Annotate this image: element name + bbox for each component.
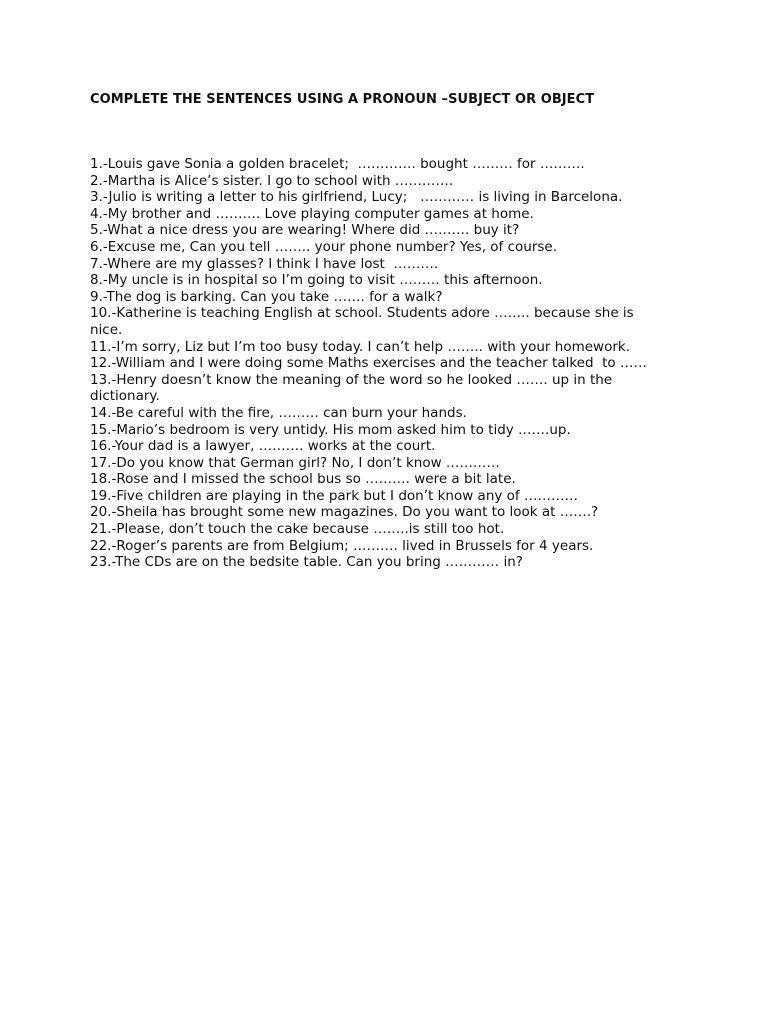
exercise-line-16: 16.-Your dad is a lawyer, ………. works at the court. (90, 438, 436, 455)
exercise-line-22: 22.-Roger’s parents are from Belgium; ………. lived in Brussels for 4 years. (90, 537, 594, 554)
exercise-line-15: 15.-Mario’s bedroom is very untidy. His mom asked him to tidy …….up. (90, 421, 571, 438)
worksheet-title: COMPLETE THE SENTENCES USING A PRONOUN –SUBJECT OR OBJECT (90, 92, 595, 107)
exercise-line-23: 23.-The CDs are on the bedsite table. Can you bring ………… in? (90, 554, 523, 571)
exercise-line-10: 10.-Katherine is teaching English at school. Students adore …….. because she is (90, 305, 634, 322)
exercise-line-8: 8.-My uncle is in hospital so I’m going to visit ……… this afternoon. (90, 272, 543, 289)
exercise-line-9: 9.-The dog is barking. Can you take ……. for a walk? (90, 288, 443, 305)
exercise-line-11: 11.-I’m sorry, Liz but I’m too busy today. I can’t help …….. with your homework. (90, 338, 630, 355)
exercise-line-13-continuation: dictionary. (90, 388, 160, 405)
exercise-line-18: 18.-Rose and I missed the school bus so ………. were a bit late. (90, 471, 516, 488)
exercise-line-17: 17.-Do you know that German girl? No, I don’t know ………… (90, 454, 500, 471)
exercise-line-1: 1.-Louis gave Sonia a golden bracelet; …………. bought ……… for ………. (90, 156, 585, 172)
exercise-line-10-continuation: nice. (90, 321, 123, 338)
exercise-line-21: 21.-Please, don’t touch the cake because ……..is still too hot. (90, 521, 505, 538)
exercise-line-4: 4.-My brother and ………. Love playing computer games at home. (90, 205, 534, 222)
exercise-line-19: 19.-Five children are playing in the park but I don’t know any of ………… (90, 487, 578, 504)
exercise-line-12: 12.-William and I were doing some Maths exercises and the teacher talked to …… (90, 355, 647, 372)
exercise-line-6: 6.-Excuse me, Can you tell …….. your phone number? Yes, of course. (90, 238, 558, 255)
exercise-line-5: 5.-What a nice dress you are wearing! Where did ………. buy it? (90, 222, 520, 239)
exercise-line-7: 7.-Where are my glasses? I think I have lost ………. (90, 255, 439, 272)
exercise-line-14: 14.-Be careful with the fire, ……… can burn your hands. (90, 404, 467, 421)
exercise-line-13: 13.-Henry doesn’t know the meaning of the word so he looked ……. up in the (90, 371, 613, 388)
exercise-list (90, 156, 670, 571)
exercise-line-3: 3.-Julio is writing a letter to his girlfriend, Lucy; ………… is living in Barcelona. (90, 189, 623, 206)
exercise-line-2: 2.-Martha is Alice’s sister. I go to school with …………. (90, 172, 454, 189)
exercise-line-20: 20.-Sheila has brought some new magazines. Do you want to look at …….? (90, 504, 599, 521)
